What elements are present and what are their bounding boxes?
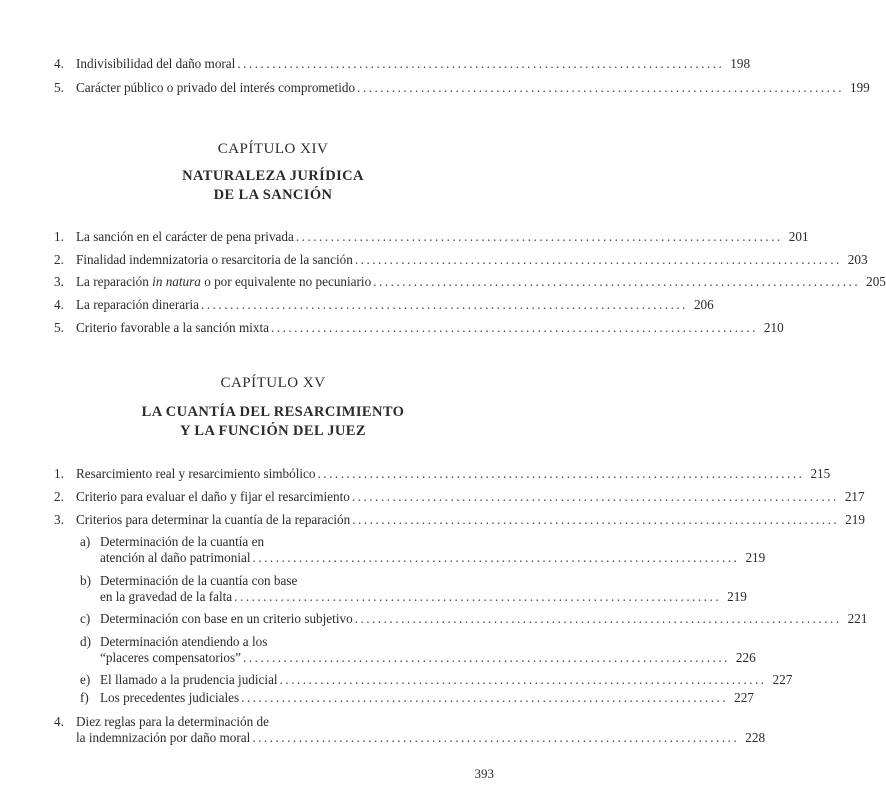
leader-dots: .................................................................................... xyxy=(357,80,844,95)
leader-dots: .................................................................................... xyxy=(279,672,767,687)
leader-dots: .................................................................................... xyxy=(295,229,783,244)
entry-page: 210 xyxy=(763,320,784,335)
entry-title: la indemnización por daño moral xyxy=(76,730,251,745)
entry-page: 219 xyxy=(745,550,766,565)
entry-title-line1: Determinación de la cuantía con base xyxy=(100,573,298,588)
leader-dots: .................................................................................... xyxy=(252,550,740,565)
chapter-title-line: Y LA FUNCIÓN DEL JUEZ xyxy=(180,423,366,439)
chapter-title-line: NATURALEZA JURÍDICA xyxy=(182,168,364,184)
entry-title: Carácter público o privado del interés comprometido xyxy=(76,80,356,95)
entry-page: 215 xyxy=(810,466,831,481)
entry-number: 3. xyxy=(54,512,64,527)
leader-dots: .................................................................................... xyxy=(234,589,722,604)
entry-page: 221 xyxy=(847,611,868,626)
toc-entry xyxy=(54,466,831,482)
leader-dots: .................................................................................... xyxy=(201,297,688,312)
entry-page: 226 xyxy=(735,650,756,665)
entry-title: Criterios para determinar la cuantía de la reparación xyxy=(76,512,351,527)
entry-title: Determinación con base en un criterio subjetivo xyxy=(100,611,353,626)
entry-number: 1. xyxy=(54,229,64,244)
entry-page: 227 xyxy=(772,672,793,687)
entry-page: 219 xyxy=(845,512,865,527)
entry-title: Criterio para evaluar el daño y fijar el resarcimiento xyxy=(76,489,350,504)
entry-title-part: La reparación xyxy=(76,274,153,289)
toc-entry xyxy=(54,320,784,336)
leader-dots: .................................................................................... xyxy=(270,320,758,335)
entry-title: atención al daño patrimonial xyxy=(100,550,251,565)
chapter-title xyxy=(0,403,546,441)
toc-subentry xyxy=(80,534,766,566)
entry-title: Resarcimiento real y resarcimiento simbólico xyxy=(76,466,316,481)
leader-dots: .................................................................................... xyxy=(373,274,861,289)
entry-page: 227 xyxy=(734,690,754,705)
toc-entry xyxy=(54,80,870,96)
toc-entry xyxy=(54,252,868,268)
entry-number: e) xyxy=(80,672,91,687)
toc-entry xyxy=(54,297,714,313)
entry-number: d) xyxy=(80,634,91,649)
entry-title: Finalidad indemnizatoria o resarcitoria de la sanción xyxy=(76,252,353,267)
entry-title: Los precedentes judiciales xyxy=(100,690,240,705)
entry-title xyxy=(76,274,371,290)
entry-page: 201 xyxy=(788,229,809,244)
entry-title: Indivisibilidad del daño moral xyxy=(76,56,236,71)
entry-title: La sanción en el carácter de pena privada xyxy=(76,229,294,244)
entry-page: 205 xyxy=(866,274,886,289)
toc-subentry xyxy=(80,611,868,627)
leader-dots: .................................................................................... xyxy=(242,650,730,665)
entry-page: 203 xyxy=(847,252,868,267)
toc-entry xyxy=(54,56,751,72)
leader-dots: .................................................................................... xyxy=(354,611,842,626)
entry-number: b) xyxy=(80,573,91,588)
entry-number: 3. xyxy=(54,274,64,289)
toc-entry xyxy=(54,714,766,746)
entry-title: La reparación dineraria xyxy=(76,297,200,312)
entry-page: 206 xyxy=(693,297,714,312)
toc-entry xyxy=(54,512,865,528)
entry-number: 1. xyxy=(54,466,64,481)
toc-subentry xyxy=(80,634,756,666)
leader-dots: .................................................................................... xyxy=(351,489,839,504)
toc-subentry xyxy=(80,573,747,605)
toc-subentry xyxy=(80,672,793,688)
entry-number: 2. xyxy=(54,489,64,504)
entry-page: 217 xyxy=(844,489,865,504)
chapter-title xyxy=(0,167,546,205)
entry-number: 4. xyxy=(54,297,64,312)
chapter-title-line: DE LA SANCIÓN xyxy=(213,187,333,203)
entry-number: 5. xyxy=(54,320,64,335)
entry-title: “placeres compensatorios” xyxy=(100,650,241,665)
entry-number: 4. xyxy=(54,56,64,71)
entry-number: c) xyxy=(80,611,91,626)
leader-dots: .................................................................................... xyxy=(352,512,840,527)
entry-title: El llamado a la prudencia judicial xyxy=(100,672,278,687)
entry-title-line1: Determinación atendiendo a los xyxy=(100,634,268,649)
entry-title: en la gravedad de la falta xyxy=(100,589,233,604)
entry-number: 4. xyxy=(54,714,64,729)
chapter-title-line: LA CUANTÍA DEL RESARCIMIENTO xyxy=(141,404,405,420)
entry-page: 219 xyxy=(727,589,747,604)
chapter-heading: CAPÍTULO XIV xyxy=(217,141,329,157)
leader-dots: .................................................................................... xyxy=(317,466,805,481)
entry-title-line1: Determinación de la cuantía en xyxy=(100,534,265,549)
leader-dots: .................................................................................... xyxy=(237,56,725,71)
entry-title: Criterio favorable a la sanción mixta xyxy=(76,320,269,335)
toc-entry xyxy=(54,489,865,505)
entry-title-line1: Diez reglas para la determinación de xyxy=(76,714,269,729)
entry-title-part: o por equivalente no pecuniario xyxy=(200,274,372,289)
leader-dots: .................................................................................... xyxy=(241,690,729,705)
chapter-heading: CAPÍTULO XV xyxy=(220,375,326,391)
entry-number: a) xyxy=(80,534,91,549)
entry-page: 228 xyxy=(745,730,766,745)
entry-page: 198 xyxy=(730,56,751,71)
toc-entry xyxy=(54,229,809,245)
entry-number: f) xyxy=(80,690,89,705)
leader-dots: .................................................................................... xyxy=(354,252,842,267)
entry-title-italic: in natura xyxy=(152,274,201,289)
page-number: 393 xyxy=(474,766,494,781)
leader-dots: .................................................................................... xyxy=(252,730,740,745)
toc-entry xyxy=(54,274,886,290)
entry-page: 199 xyxy=(849,80,870,95)
entry-number: 2. xyxy=(54,252,64,267)
entry-number: 5. xyxy=(54,80,64,95)
toc-subentry xyxy=(80,690,754,706)
